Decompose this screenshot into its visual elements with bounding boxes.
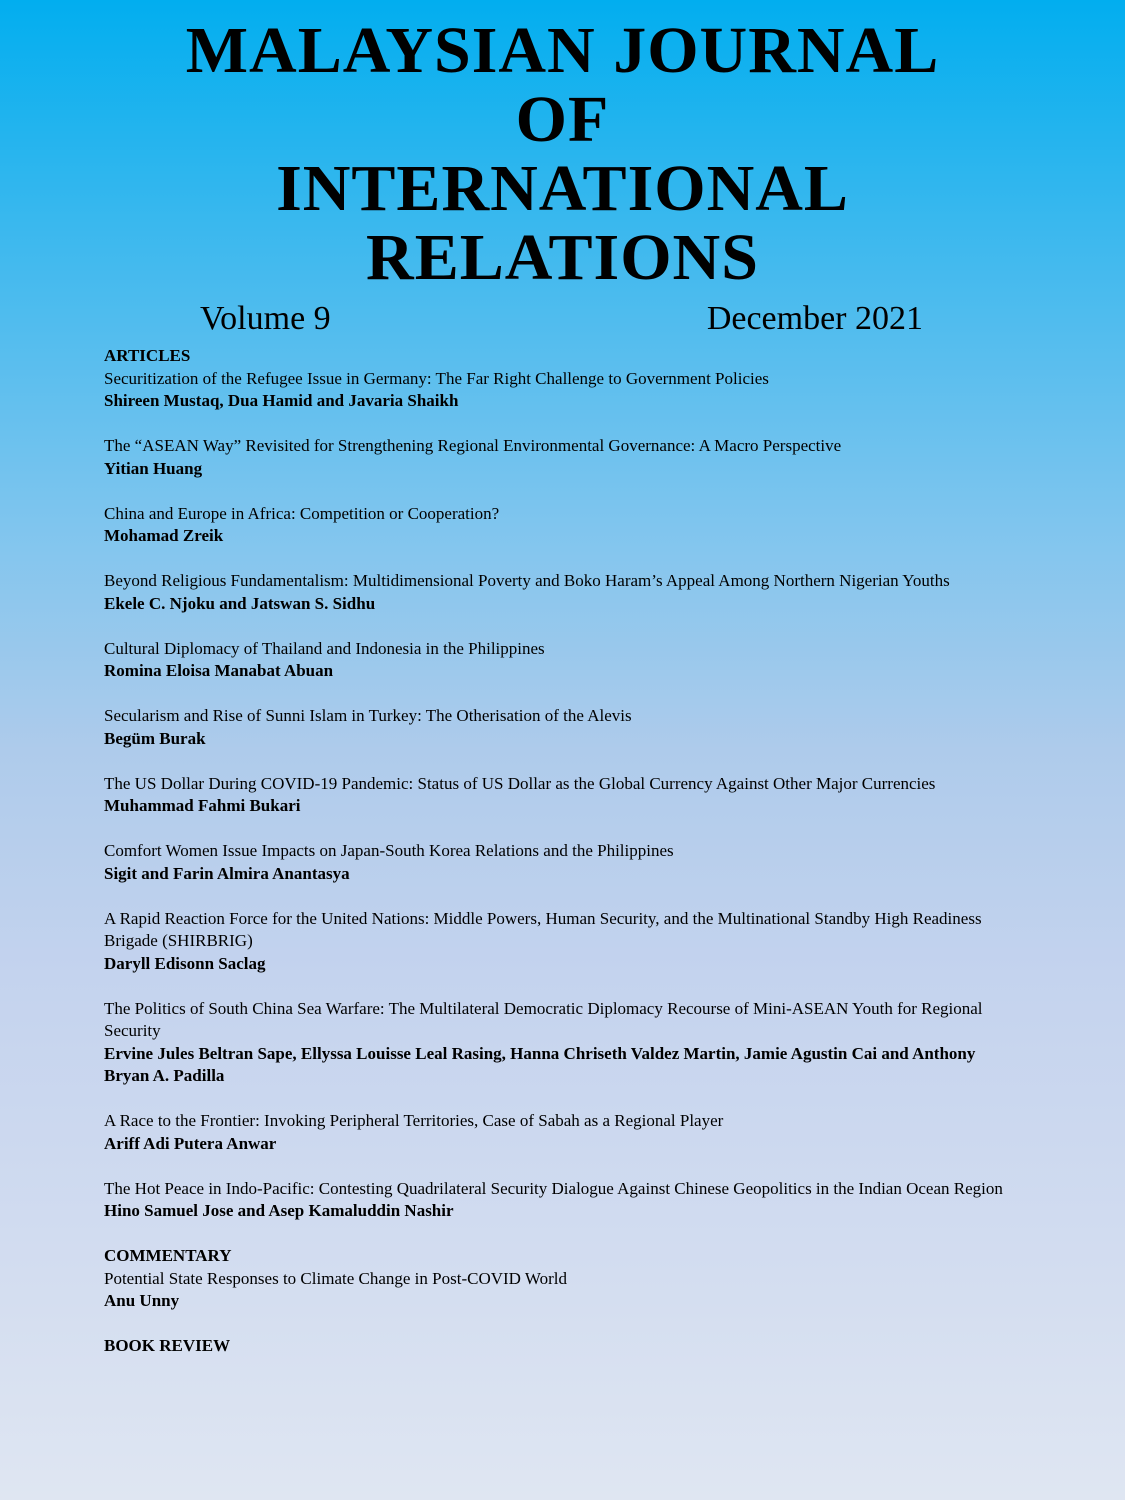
article-entry	[104, 503, 1014, 548]
article-authors: Begüm Burak	[104, 728, 206, 748]
article-title: China and Europe in Africa: Competition or Cooperation?	[104, 503, 500, 523]
section-heading-book-review: BOOK REVIEW	[104, 1336, 231, 1355]
article-authors: Ariff Adi Putera Anwar	[104, 1133, 277, 1153]
article-authors: Sigit and Farin Almira Anantasya	[104, 863, 350, 883]
article-authors: Ekele C. Njoku and Jatswan S. Sidhu	[104, 593, 376, 613]
article-authors: Mohamad Zreik	[104, 526, 224, 545]
section-heading-articles: ARTICLES	[104, 346, 191, 365]
commentary-entry	[104, 1268, 1014, 1313]
article-entry	[104, 1110, 1014, 1155]
article-entry	[104, 840, 1014, 885]
article-authors: Romina Eloisa Manabat Abuan	[104, 661, 334, 680]
article-title: Beyond Religious Fundamentalism: Multidimensional Poverty and Boko Haram’s Appeal Among Northern Nigerian Youths	[104, 571, 950, 590]
journal-title-line: MALAYSIAN JOURNAL	[185, 14, 940, 87]
article-title: The “ASEAN Way” Revisited for Strengthening Regional Environmental Governance: A Macro Perspective	[104, 436, 842, 455]
article-title: Comfort Women Issue Impacts on Japan-South Korea Relations and the Philippines	[104, 841, 674, 860]
commentary-authors: Anu Unny	[104, 1291, 180, 1310]
volume-label: Volume 9	[200, 300, 331, 337]
journal-masthead	[0, 16, 1125, 292]
article-title: A Race to the Frontier: Invoking Peripheral Territories, Case of Sabah as a Regional Player	[104, 1111, 724, 1130]
article-title: The Hot Peace in Indo-Pacific: Contesting Quadrilateral Security Dialogue Against Chinese Geopolitics in the Indian Ocean Region	[104, 1178, 1003, 1198]
journal-title-line: OF	[515, 83, 610, 156]
journal-title-line: INTERNATIONAL	[276, 152, 849, 225]
issue-date: December 2021	[706, 300, 923, 337]
article-entry	[104, 638, 1014, 683]
article-authors: Yitian Huang	[104, 458, 203, 478]
article-authors: Ervine Jules Beltran Sape, Ellyssa Louisse Leal Rasing, Hanna Chriseth Valdez Martin, Jamie Agustin Cai and Anthony Bryan A. Padilla	[104, 1043, 976, 1085]
article-authors: Muhammad Fahmi Bukari	[104, 796, 301, 815]
article-entry	[104, 773, 1014, 818]
article-entry	[104, 435, 1014, 480]
article-entry	[104, 368, 1014, 413]
section-heading-commentary: COMMENTARY	[104, 1246, 232, 1265]
journal-title-line: RELATIONS	[366, 221, 759, 294]
commentary-title: Potential State Responses to Climate Change in Post-COVID World	[104, 1268, 567, 1288]
article-entry	[104, 705, 1014, 750]
article-authors: Daryll Edisonn Saclag	[104, 953, 266, 973]
article-title: A Rapid Reaction Force for the United Nations: Middle Powers, Human Security, and the Multinational Standby High Readiness Brigade (SHIRBRIG)	[104, 908, 982, 950]
article-title: The US Dollar During COVID-19 Pandemic: Status of US Dollar as the Global Currency Against Other Major Currencies	[104, 773, 936, 793]
article-title: The Politics of South China Sea Warfare: The Multilateral Democratic Diplomacy Recourse of Mini-ASEAN Youth for Regional Security	[104, 998, 983, 1040]
article-authors: Shireen Mustaq, Dua Hamid and Javaria Shaikh	[104, 391, 459, 410]
table-of-contents	[104, 345, 1014, 1358]
article-entry	[104, 1178, 1014, 1223]
article-entry	[104, 570, 1014, 615]
article-authors: Hino Samuel Jose and Asep Kamaluddin Nashir	[104, 1201, 454, 1220]
issue-info	[0, 300, 1125, 344]
article-title: Cultural Diplomacy of Thailand and Indonesia in the Philippines	[104, 638, 545, 658]
article-title: Secularism and Rise of Sunni Islam in Turkey: The Otherisation of the Alevis	[104, 706, 632, 725]
article-title: Securitization of the Refugee Issue in Germany: The Far Right Challenge to Government Policies	[104, 368, 769, 388]
article-entry	[104, 908, 1014, 976]
article-entry	[104, 998, 1014, 1088]
